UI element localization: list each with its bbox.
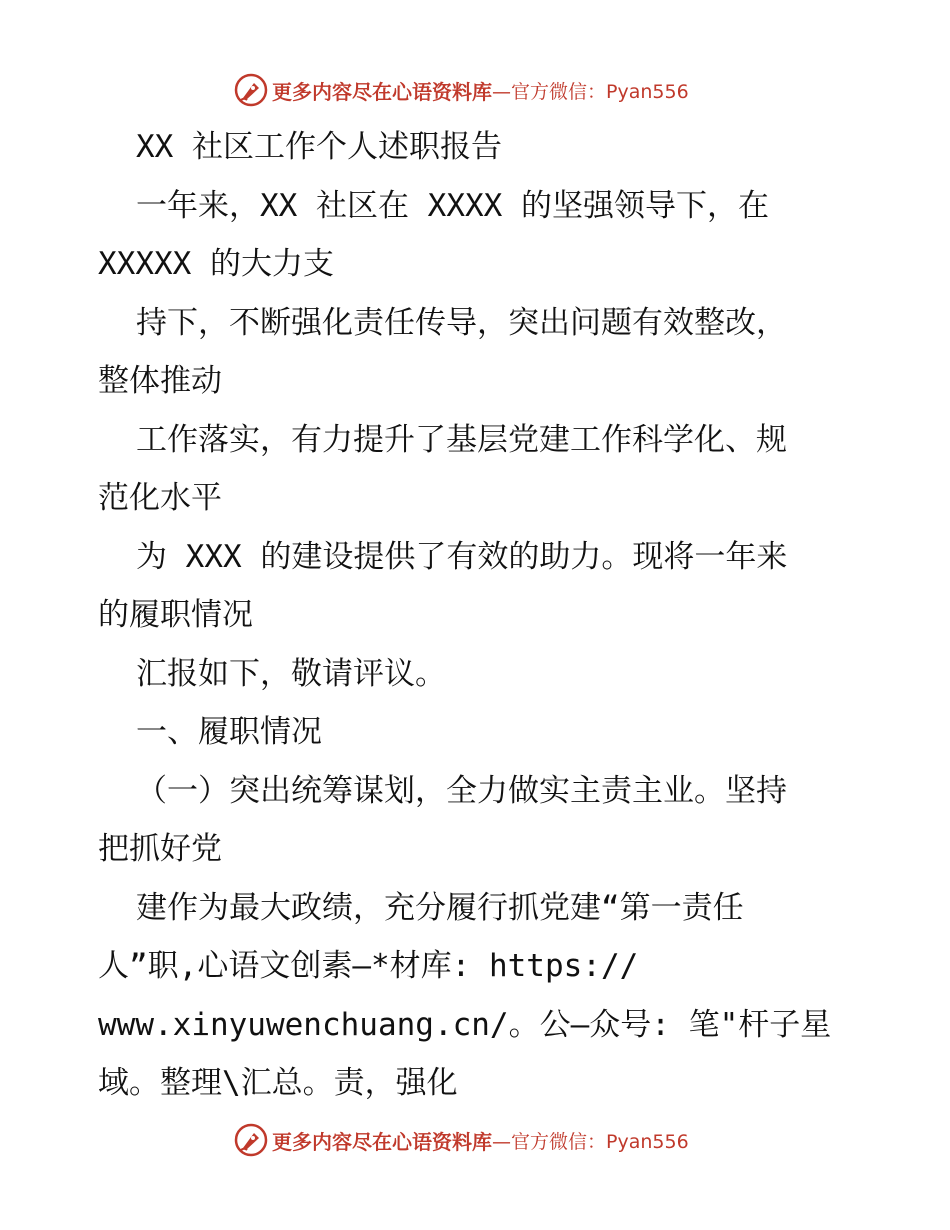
document-title: XX 社区工作个人述职报告 bbox=[136, 129, 502, 165]
watermark-wechat-text: —官方微信：Pyan556 bbox=[492, 1130, 689, 1153]
paragraph-line: 人”职,心语文创素—*材库: https:// bbox=[98, 948, 639, 984]
paragraph-line: 持下，不断强化责任传导，突出问题有效整改， bbox=[136, 304, 787, 341]
document-body bbox=[98, 118, 868, 1113]
paragraph-line: 一年来，XX 社区在 XXXX 的坚强领导下，在 bbox=[136, 187, 769, 224]
paragraph-line: 为 XXX 的建设提供了有效的助力。现将一年来 bbox=[136, 538, 788, 575]
paragraph-line: 建作为最大政绩，充分履行抓党建“第一责任 bbox=[136, 889, 744, 926]
paragraph-line: 工作落实，有力提升了基层党建工作科学化、规 bbox=[136, 421, 787, 458]
paragraph-line: www.xinyuwenchuang.cn/。公—众号: 笔"杆子星 bbox=[98, 1006, 832, 1043]
pen-nib-logo-icon bbox=[234, 1123, 268, 1157]
paragraph-line: 的履职情况 bbox=[98, 597, 253, 633]
watermark-wechat-text: —官方微信：Pyan556 bbox=[492, 80, 689, 103]
pen-nib-logo-icon bbox=[234, 73, 268, 107]
subsection-heading: （一）突出统筹谋划，全力做实主责主业。坚持 bbox=[136, 772, 787, 809]
paragraph-line: 汇报如下，敬请评议。 bbox=[136, 655, 446, 692]
paragraph-line: 整体推动 bbox=[98, 363, 222, 399]
watermark-main-text: 更多内容尽在心语资料库 bbox=[272, 79, 492, 104]
watermark-main-text: 更多内容尽在心语资料库 bbox=[272, 1129, 492, 1154]
watermark-banner-bottom bbox=[234, 1122, 689, 1158]
section-heading: 一、履职情况 bbox=[136, 714, 322, 750]
paragraph-line: 把抓好党 bbox=[98, 831, 222, 867]
paragraph-line: XXXXX 的大力支 bbox=[98, 246, 334, 282]
paragraph-line: 域。整理\汇总。责，强化 bbox=[98, 1065, 458, 1101]
paragraph-line: 范化水平 bbox=[98, 480, 222, 516]
watermark-banner-top bbox=[234, 72, 689, 108]
